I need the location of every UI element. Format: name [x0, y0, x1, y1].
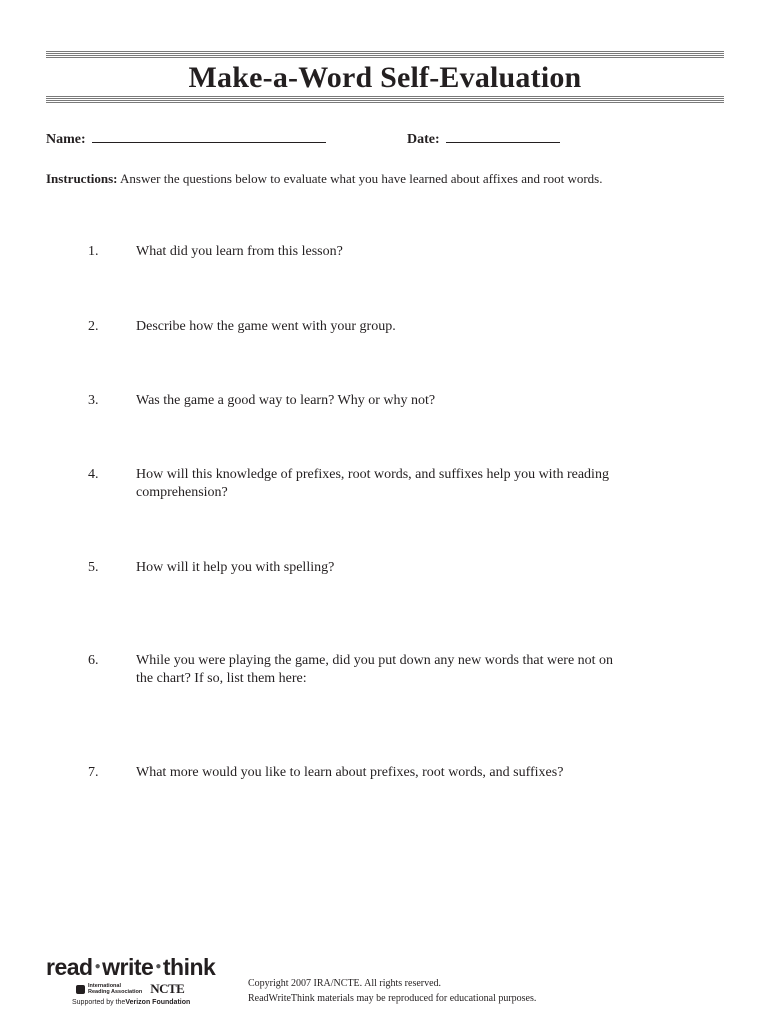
question-line: How will this knowledge of prefixes, root words, and suffixes help you with reading	[136, 467, 609, 482]
question-text	[136, 318, 726, 336]
question-line: comprehension?	[136, 485, 228, 500]
copyright-line: Copyright 2007 IRA/NCTE. All rights reserved.	[248, 978, 442, 989]
ira-line: International	[88, 983, 122, 989]
logo-word-think: think	[162, 954, 216, 980]
instructions	[46, 170, 736, 187]
question-number: 7.	[88, 765, 99, 780]
question-number: 3.	[88, 393, 99, 408]
date-label: Date:	[407, 132, 440, 147]
name-field	[46, 131, 326, 148]
name-label: Name:	[46, 132, 86, 147]
logo-word-read: read	[46, 954, 93, 980]
question-number: 6.	[88, 653, 99, 668]
instructions-text: Answer the questions below to evaluate what you have learned about affixes and root words.	[117, 171, 603, 186]
page-title: Make-a-Word Self-Evaluation	[188, 61, 582, 94]
logo-word-write: write	[102, 954, 154, 980]
instructions-label: Instructions:	[46, 171, 118, 186]
title-top-rule	[46, 51, 724, 58]
title-bottom-rule	[46, 96, 724, 103]
question-number: 2.	[88, 319, 99, 334]
date-field	[407, 131, 560, 148]
ira-logo	[76, 983, 142, 995]
question-text	[136, 764, 726, 782]
date-blank-line[interactable]	[446, 131, 560, 143]
question-line: the chart? If so, list them here:	[136, 671, 307, 686]
question-text	[136, 652, 726, 688]
ira-text	[88, 983, 142, 995]
ira-line: Reading Association	[88, 989, 143, 995]
question-line: How will it help you with spelling?	[136, 560, 335, 575]
question-number: 1.	[88, 244, 99, 259]
question-line: Was the game a good way to learn? Why or why not?	[136, 393, 436, 408]
name-blank-line[interactable]	[92, 131, 326, 143]
question-text	[136, 466, 726, 502]
question-number: 4.	[88, 467, 99, 482]
logo-partners	[46, 981, 226, 997]
question-line: While you were playing the game, did you put down any new words that were not on	[136, 653, 614, 668]
question-line: What did you learn from this lesson?	[136, 244, 343, 259]
question-number: 5.	[88, 560, 99, 575]
supported-by	[72, 999, 226, 1006]
question-text	[136, 243, 726, 261]
copyright-line: ReadWriteThink materials may be reproduced for educational purposes.	[248, 993, 537, 1004]
ira-mark-icon	[76, 985, 85, 994]
question-line: Describe how the game went with your group.	[136, 319, 396, 334]
question-line: What more would you like to learn about prefixes, root words, and suffixes?	[136, 765, 564, 780]
supported-org: Verizon Foundation	[125, 999, 191, 1006]
question-text	[136, 392, 726, 410]
readwritethink-logo	[46, 955, 226, 1005]
supported-prefix: Supported by the	[72, 999, 126, 1006]
logo-dot-icon: ●	[94, 961, 101, 972]
ncte-logo: NCTE	[150, 981, 185, 996]
question-text	[136, 559, 726, 577]
copyright-notice	[248, 976, 536, 1006]
logo-wordmark	[46, 955, 226, 979]
logo-dot-icon: ●	[155, 961, 161, 972]
